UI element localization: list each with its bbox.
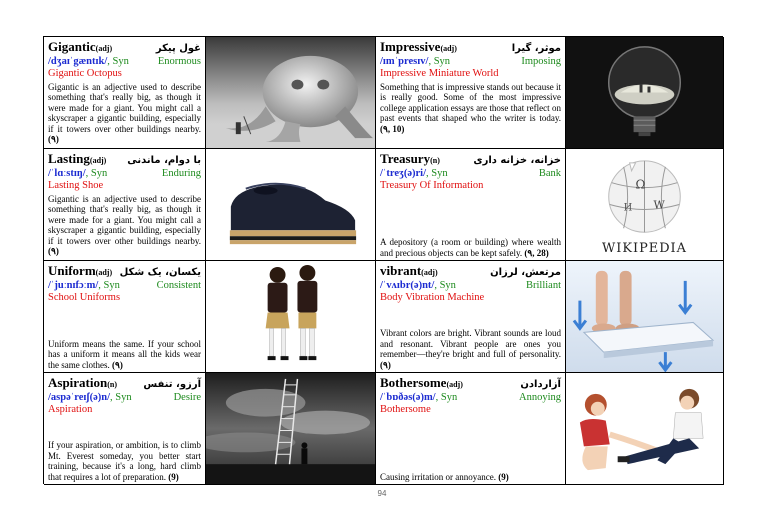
entry-synonym: Desire <box>173 391 201 403</box>
entry-definition: If your aspiration, or ambition, is to climb Mt. Everest someday, you better start training, because it's a long, hard climb that requires a lot of preparation. (9) <box>48 440 201 482</box>
entry-phrase: Gigantic Octopus <box>48 67 122 79</box>
entry-synonym: Annoying <box>519 391 561 403</box>
entry-ref: (۹, 28) <box>524 247 549 258</box>
entry-definition: Gigantic is an adjective used to describe something that's really big, as though it were made for a giant. You might call a skyscraper a gigantic building, especially if it towers over other buildings nearby. (۹) <box>48 193 201 256</box>
entry-definition: Uniform means the same. If your school has a uniform it means all the kids wear the same clothes. (۹) <box>48 338 201 370</box>
entry-vibrant <box>376 261 566 373</box>
entry-persian: غول پیکر <box>155 43 201 54</box>
entry-definition: Vibrant colors are bright. Vibrant sounds are loud and resonant. Vibrant people are ones you remember—they're bright and full of personality. (۹) <box>380 328 561 370</box>
entry-ref: (9) <box>498 471 509 482</box>
entry-ipa: /ɪmˈpresɪv/ <box>380 55 429 67</box>
entry-synonym: Enduring <box>161 167 201 179</box>
ladder-sky-picture <box>206 373 375 484</box>
entry-definition: Something that is impressive stands out because it is really good. Some of the most impressive college application essays are those that reflect on past events that shaped who the writer is today. (۹, 10) <box>380 81 561 134</box>
entry-gigantic <box>44 37 206 149</box>
shoe-picture <box>206 149 375 260</box>
entry-ipa: /ˈjuːnɪfɔːm/ <box>48 279 99 291</box>
entry-synonym: Brilliant <box>526 279 561 291</box>
entry-ipa: /dʒaɪˈgæntɪk/ <box>48 55 108 67</box>
entry-aspiration <box>44 373 206 485</box>
entry-treasury <box>376 149 566 261</box>
entry-persian: خزانه، خزانه داری <box>473 155 561 166</box>
entry-word: Lasting <box>48 151 90 166</box>
entry-word: Impressive <box>380 39 441 54</box>
syn-label: , Syn <box>435 391 458 403</box>
image-lightbulb <box>566 37 724 149</box>
entry-persian: موثر، گیرا <box>511 43 561 54</box>
school-kids-picture <box>206 261 375 372</box>
syn-label: , Syn <box>110 391 132 403</box>
entry-word: Gigantic <box>48 39 96 54</box>
entry-phrase: Lasting Shoe <box>48 179 104 191</box>
entry-persian: با دوام، ماندنی <box>127 155 201 166</box>
entry-ref: (۹) <box>111 359 123 370</box>
entry-definition: A depository (a room or building) where wealth and precious objects can be kept safely. (۹, 28) <box>380 237 561 258</box>
syn-label: , Syn <box>428 55 451 67</box>
entry-synonym: Bank <box>538 167 561 179</box>
image-vibration-machine <box>566 261 724 373</box>
entry-ipa: /ˈtreʒ(ə)ri/ <box>380 167 427 179</box>
entry-lasting <box>44 149 206 261</box>
entry-ref: (9) <box>168 471 179 482</box>
entry-word: Aspiration <box>48 375 108 390</box>
entry-pos: (n) <box>107 380 118 389</box>
entry-phrase: Aspiration <box>48 403 93 415</box>
image-school-uniforms <box>206 261 376 373</box>
syn-label: , Syn <box>85 167 108 179</box>
image-giant-octopus <box>206 37 376 149</box>
image-ladder-sky <box>206 373 376 485</box>
giant-octopus-picture <box>206 37 375 148</box>
svg-text:W: W <box>653 198 665 212</box>
vibration-machine-picture <box>566 261 723 372</box>
entry-ref: (۹) <box>380 359 391 370</box>
entry-impressive <box>376 37 566 149</box>
syn-label: , Syn <box>434 279 456 291</box>
vocabulary-grid <box>43 36 723 484</box>
entry-bothersome <box>376 373 566 485</box>
entry-definition: Gigantic is an adjective used to describe something that's really big, as though it were made for a giant. You might call a skyscraper a gigantic building, especially if it towers over other buildings nearby. (۹) <box>48 81 201 144</box>
entry-ref: (۹) <box>48 134 59 144</box>
wikipedia-globe-picture <box>566 149 723 260</box>
entry-phrase: Body Vibration Machine <box>380 291 485 303</box>
entry-persian: یکسان، یک شکل <box>119 267 201 278</box>
entry-pos: (adj) <box>421 268 438 277</box>
entry-ipa: /aspəˈreɪʃ(ə)n/ <box>48 391 110 403</box>
entry-phrase: School Uniforms <box>48 291 121 303</box>
entry-definition: Causing irritation or annoyance. (9) <box>380 471 509 482</box>
couple-illustration-picture <box>566 373 723 484</box>
entry-phrase: Treasury Of Information <box>380 179 484 191</box>
entry-ref: (۹, 10) <box>380 123 405 134</box>
entry-pos: (adj) <box>95 44 113 53</box>
image-wikipedia <box>566 149 724 261</box>
entry-ipa: /ˈbɒðəs(ə)m/ <box>380 391 436 403</box>
syn-label: , Syn <box>98 279 120 291</box>
image-shoe <box>206 149 376 261</box>
svg-text:И: И <box>623 202 633 214</box>
image-bothersome-couple <box>566 373 724 485</box>
entry-ref: (۹) <box>48 246 59 256</box>
entry-pos: (adj) <box>440 44 457 53</box>
entry-persian: مرتعش، لرزان <box>490 267 561 278</box>
wikipedia-wordmark: WIKIPEDIA <box>602 241 687 257</box>
entry-ipa: /ˈlɑːstɪŋ/ <box>48 167 86 179</box>
entry-uniform <box>44 261 206 373</box>
svg-text:Ω: Ω <box>635 177 646 192</box>
entry-word: Uniform <box>48 263 96 278</box>
entry-pos: (adj) <box>95 268 113 277</box>
entry-synonym: Consistent <box>156 279 201 291</box>
entry-word: Bothersome <box>380 375 447 390</box>
page-number: 94 <box>377 489 387 498</box>
entry-pos: (adj) <box>446 380 463 389</box>
entry-phrase: Bothersome <box>380 403 431 415</box>
entry-word: vibrant <box>380 263 422 278</box>
entry-ipa: /ˈvʌɪbr(ə)nt/ <box>380 279 435 291</box>
entry-pos: (n) <box>430 156 440 165</box>
entry-synonym: Imposing <box>521 55 561 67</box>
syn-label: , Syn <box>107 55 129 67</box>
entry-word: Treasury <box>380 151 431 166</box>
syn-label: , Syn <box>426 167 448 179</box>
entry-persian: آزاردادن <box>520 379 561 390</box>
entry-synonym: Enormous <box>157 55 201 67</box>
lightbulb-picture <box>566 37 723 148</box>
entry-phrase: Impressive Miniature World <box>380 67 499 79</box>
entry-persian: آرزو، تنفس <box>143 379 201 390</box>
entry-pos: (adj) <box>89 156 107 165</box>
